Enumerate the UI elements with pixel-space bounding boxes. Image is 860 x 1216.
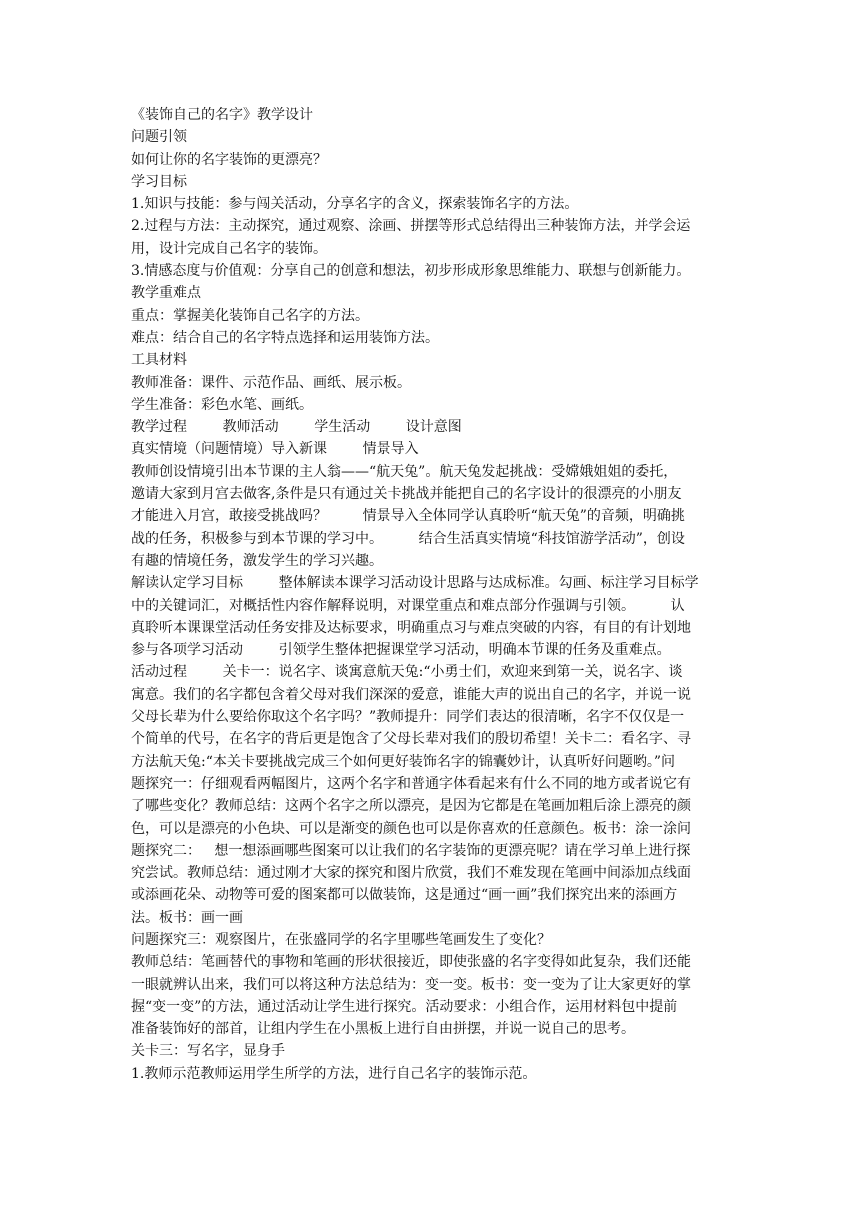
text-line: 寓意。我们的名字都包含着父母对我们深深的爱意，谁能大声的说出自己的名字，并说一说	[131, 686, 691, 703]
section-heading-materials: 工具材料	[131, 352, 187, 369]
text-line: 握“变一变”的方法，通过活动让学生进行探究。活动要求：小组合作，运用材料包中提前	[131, 998, 678, 1015]
text-line: 题探究二： 想一想添画哪些图案可以让我们的名字装饰的更漂亮呢？请在学习单上进行探	[131, 842, 691, 859]
text-line: 了哪些变化？教师总结：这两个名字之所以漂亮，是因为它都是在笔画加粗后涂上漂亮的颜	[131, 798, 691, 815]
text-line: 用，设计完成自己名字的装饰。	[131, 240, 327, 257]
text-line: 或添画花朵、动物等可爱的图案都可以做装饰，这是通过“画一画”我们探究出来的添画方	[131, 887, 678, 904]
text-line: 学生准备：彩色水笔、画纸。	[131, 396, 313, 413]
text-line: 真实情境（问题情境）导入新课 情景导入	[131, 441, 419, 458]
text-line: 题探究一：仔细观看两幅图片，这两个名字和普通字体看起来有什么不同的地方或者说它有	[131, 775, 691, 792]
text-line: 中的关键词汇，对概括性内容作解释说明，对课堂重点和难点部分作强调与引领。 认	[131, 597, 685, 614]
text-line: 问题探究三：观察图片，在张盛同学的名字里哪些笔画发生了变化？	[131, 931, 551, 948]
text-line: 准备装饰好的部首，让组内学生在小黑板上进行自由拼摆，并说一说自己的思考。	[131, 1021, 635, 1038]
section-heading-learning-goals: 学习目标	[131, 173, 187, 190]
text-line: 教师准备：课件、示范作品、画纸、展示板。	[131, 374, 411, 391]
section-heading-level-three: 关卡三：写名字，显身手	[131, 1043, 285, 1060]
text-line: 2.过程与方法：主动探究，通过观察、涂画、拼摆等形式总结得出三种装饰方法，并学会运	[131, 218, 691, 235]
text-line: 教师总结：笔画替代的事物和笔画的形状很接近，即使张盛的名字变得如此复杂，我们还能	[131, 954, 691, 971]
table-header-row: 教学过程 教师活动 学生活动 设计意图	[131, 419, 462, 436]
text-line: 有趣的情境任务，激发学生的学习兴趣。	[131, 552, 383, 569]
text-line: 才能进入月宫，敢接受挑战吗？ 情景导入全体同学认真聆听“航天兔”的音频，明确挑	[131, 508, 685, 525]
text-line: 法。板书：画一画	[131, 909, 243, 926]
document-body	[131, 104, 733, 1085]
text-line: 活动过程 关卡一：说名字、谈寓意航天兔:“小勇士们，欢迎来到第一关，说名字、谈	[131, 664, 683, 681]
text-line: 父母长辈为什么要给你取这个名字吗？”教师提升：同学们表达的很清晰，名字不仅仅是一	[131, 709, 685, 726]
text-line: 邀请大家到月宫去做客,条件是只有通过关卡挑战并能把自己的名字设计的很漂亮的小朋友	[131, 486, 682, 503]
text-line: 方法航天兔:“本关卡要挑战完成三个如何更好装饰名字的锦囊妙计，认真听好问题哟。”问	[131, 753, 676, 770]
text-line: 1.知识与技能：参与闯关活动，分享名字的含义，探索装饰名字的方法。	[131, 196, 579, 213]
text-line: 个简单的代号，在名字的背后更是饱含了父母长辈对我们的殷切希望！关卡二：看名字、寻	[131, 731, 691, 748]
text-line: 解读认定学习目标 整体解读本课学习活动设计思路与达成标准。勾画、标注学习目标学	[131, 575, 699, 592]
text-line: 3.情感态度与价值观：分享自己的创意和想法，初步形成形象思维能力、联想与创新能力。	[131, 263, 691, 280]
text-line: 色，可以是漂亮的小色块、可以是渐变的颜色也可以是你喜欢的任意颜色。板书：涂一涂问	[131, 820, 691, 837]
text-line: 参与各项学习活动 引领学生整体把握课堂学习活动，明确本节课的任务及重难点。	[131, 642, 671, 659]
text-line: 教师创设情境引出本节课的主人翁——“航天兔”。航天兔发起挑战：受嫦娥姐姐的委托，	[131, 463, 678, 480]
section-heading-key-points: 教学重难点	[131, 285, 201, 302]
text-line: 一眼就辨认出来，我们可以将这种方法总结为：变一变。板书：变一变为了让大家更好的掌	[131, 976, 691, 993]
text-line: 究尝试。教师总结：通过刚才大家的探究和图片欣赏，我们不难发现在笔画中间添加点线面	[131, 865, 691, 882]
text-line: 1.教师示范教师运用学生所学的方法，进行自己名字的装饰示范。	[131, 1065, 537, 1082]
text-line: 战的任务，积极参与到本节课的学习中。 结合生活真实情境“科技馆游学活动”，创设	[131, 530, 685, 547]
text-line: 如何让你的名字装饰的更漂亮？	[131, 151, 327, 168]
section-heading-guiding-question: 问题引领	[131, 129, 187, 146]
text-line: 重点：掌握美化装饰自己名字的方法。	[131, 307, 369, 324]
document-title: 《装饰自己的名字》教学设计	[131, 107, 313, 123]
text-line: 真聆听本课课堂活动任务安排及达标要求，明确重点习与难点突破的内容，有目的有计划地	[131, 619, 691, 636]
text-line: 难点：结合自己的名字特点选择和运用装饰方法。	[131, 329, 439, 346]
